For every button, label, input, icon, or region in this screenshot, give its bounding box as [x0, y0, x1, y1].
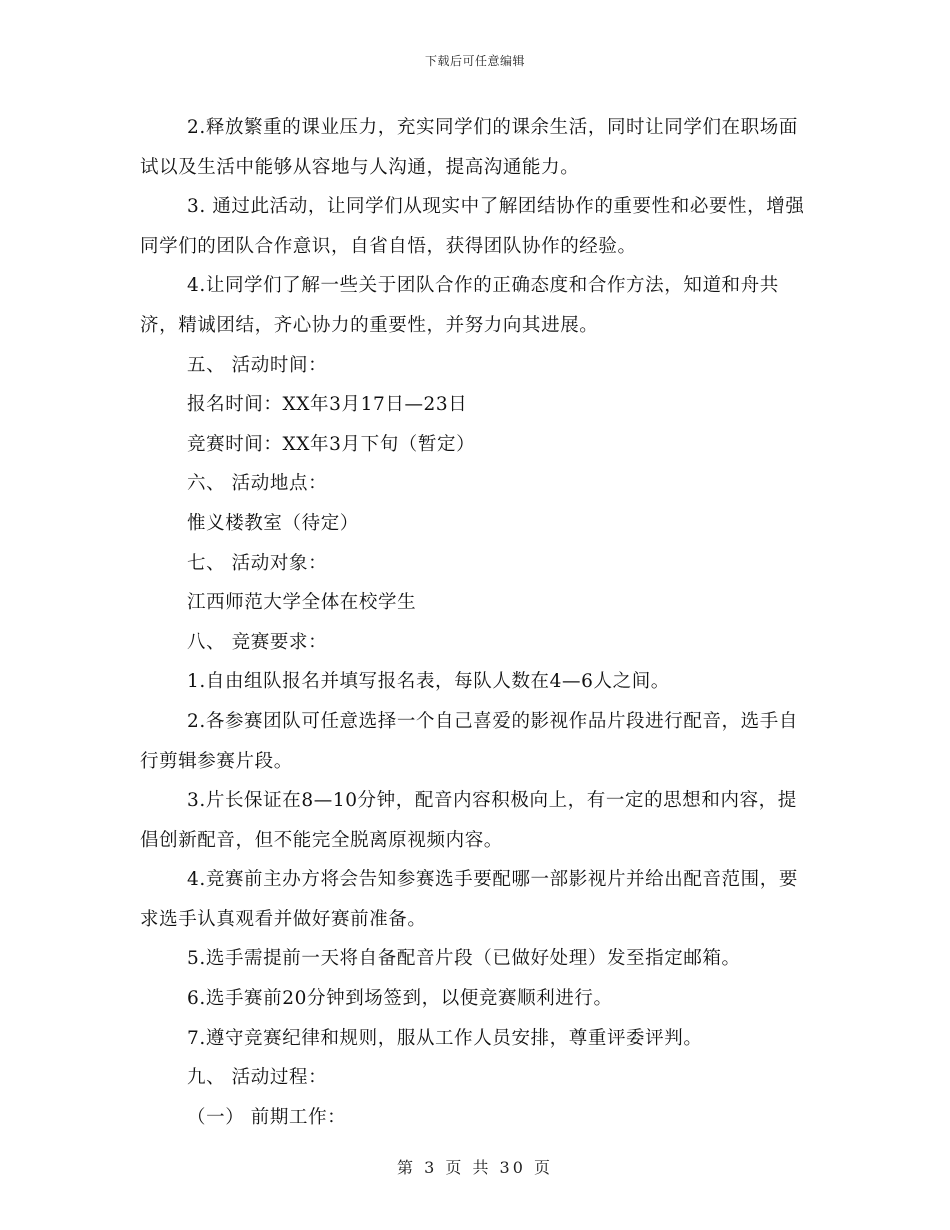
page-footer: 第 3 页 共 30 页	[397, 1158, 553, 1177]
requirement-7: 7.遵守竞赛纪律和规则，服从工作人员安排，尊重评委评判。	[187, 1027, 703, 1049]
requirement-3: 3.片长保证在8—10分钟，配音内容积极向上，有一定的思想和内容，提倡创新配音，但不能完全脱离原视频内容。	[140, 790, 797, 851]
requirement-4: 4.竞赛前主办方将会告知参赛选手要配哪一部影视片并给出配音范围，要求选手认真观看并做好赛前准备。	[140, 869, 798, 930]
requirement-2: 2.各参赛团队可任意选择一个自己喜爱的影视作品片段进行配音，选手自行剪辑参赛片段。	[140, 710, 798, 772]
subsection-heading-preparation: （一） 前期工作：	[187, 1106, 347, 1128]
requirement-5: 5.选手需提前一天将自备配音片段（已做好处理）发至指定邮箱。	[187, 948, 741, 970]
paragraph-goal-2: 2.释放繁重的课业压力，充实同学们的课余生活，同时让同学们在职场面试以及生活中能够从容地与人沟通，提高沟通能力。	[140, 117, 798, 178]
paragraph-goal-4: 4.让同学们了解一些关于团队合作的正确态度和合作方法，知道和舟共济，精诚团结，齐心协力的重要性，并努力向其进展。	[140, 275, 779, 336]
section-heading-requirements: 八、 竞赛要求：	[187, 631, 328, 653]
paragraph-goal-3: 3. 通过此活动，让同学们从现实中了解团结协作的重要性和必要性，增强同学们的团队合作意识，自省自悟，获得团队协作的经验。	[140, 196, 805, 257]
document-body	[140, 108, 810, 1137]
section-heading-audience: 七、 活动对象：	[187, 552, 328, 574]
competition-time: 竞赛时间：XX年3月下旬（暂定）	[187, 433, 476, 455]
registration-time: 报名时间：XX年3月17日—23日	[187, 394, 468, 416]
requirement-6: 6.选手赛前20分钟到场签到，以便竞赛顺利进行。	[187, 988, 613, 1010]
section-heading-location: 六、 活动地点：	[187, 473, 328, 495]
requirement-1: 1.自由组队报名并填写报名表，每队人数在4—6人之间。	[187, 671, 670, 693]
audience-text: 江西师范大学全体在校学生	[187, 592, 417, 614]
section-heading-time: 五、 活动时间：	[187, 354, 328, 376]
page-header: 下载后可任意编辑	[424, 54, 525, 68]
section-heading-process: 九、 活动过程：	[187, 1067, 328, 1089]
location-text: 惟义楼教室（待定）	[187, 512, 359, 534]
